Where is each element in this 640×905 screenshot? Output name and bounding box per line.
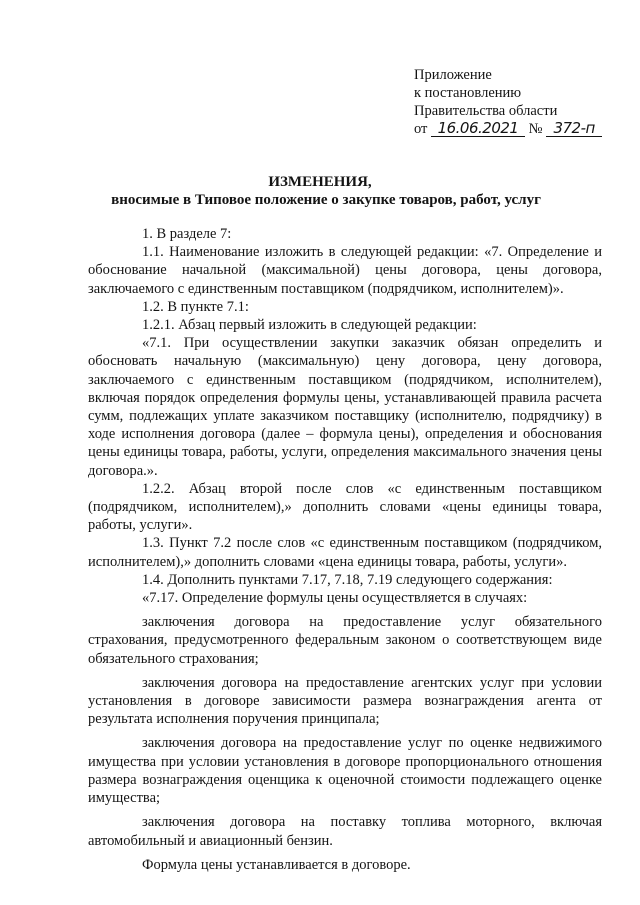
appendix-line-1: Приложение [414, 67, 492, 83]
paragraph: 1.2.2. Абзац второй после слов «с единственным поставщиком (подрядчиком, исполнителем),» дополнить словами «цены единицы товара, работы, услуги». [88, 480, 602, 534]
paragraph: 1.3. Пункт 7.2 после слов «с единственным поставщиком (подрядчиком, исполнителем),» дополнить словами «цена единицы товара, работы, услуги». [88, 535, 602, 570]
paragraph: Формула цены устанавливается в договоре. [142, 856, 411, 873]
paragraph: 1.2. В пункте 7.1: [142, 298, 249, 315]
number-sign: № [528, 121, 543, 137]
paragraph: 1.2.1. Абзац первый изложить в следующей редакции: [142, 317, 477, 334]
paragraph: заключения договора на предоставление услуг обязательного страхования, предусмотренного федеральным законом о соответствующем виде обязательного страхования; [88, 614, 602, 667]
paragraph: 1.1. Наименование изложить в следующей редакции: «7. Определение и обоснование начальной (максимальной) цены договора, цены договора, заключаемого с единственным поставщиком (подрядчиком, исполнителем)». [88, 244, 602, 297]
paragraph: заключения договора на предоставление услуг по оценке недвижимого имущества при условии установления в договоре пропорционального отношения размера вознаграждения оценщика к оценочной стоимости подлежащего оценке имущества; [88, 735, 602, 807]
appendix-line-2: к постановлению [414, 85, 522, 101]
paragraph: 1. В разделе 7: [142, 226, 232, 242]
appendix-from-label: от [414, 121, 428, 137]
document-subheading: вносимые в Типовое положение о закупке товаров, работ, услуг [111, 192, 541, 208]
handwritten-date: 16.06.2021 [431, 120, 525, 137]
handwritten-number: 372-п [546, 120, 602, 137]
document-heading: ИЗМЕНЕНИЯ, [268, 174, 372, 190]
document-body [88, 225, 602, 874]
appendix-date-line [414, 120, 614, 138]
paragraph: 1.4. Дополнить пунктами 7.17, 7.18, 7.19 следующего содержания: [142, 571, 553, 588]
paragraph: заключения договора на поставку топлива моторного, включая автомобильный и авиационный бензин. [88, 814, 602, 849]
appendix-line-3: Правительства области [414, 103, 558, 119]
paragraph: «7.17. Определение формулы цены осуществляется в случаях: [142, 590, 528, 607]
paragraph: заключения договора на предоставление агентских услуг при условии установления в договоре зависимости размера вознаграждения агента от результата исполнения поручения принципала; [88, 674, 602, 728]
appendix-block [414, 66, 614, 138]
paragraph: «7.1. При осуществлении закупки заказчик обязан определить и обосновать начальную (максимальную) цену договора, цену договора, заключаемого с единственным поставщиком (подрядчиком, исполнителем), включая порядок определения формулы цены, устанавливающей правила расчета сумм, подлежащих уплате заказчиком поставщику (исполнителю, подрядчику) в ходе исполнения договора (далее – формула цены), определения и обоснования цены единицы товара, работы, услуги, определения максимального значения цены договора.». [88, 335, 602, 479]
